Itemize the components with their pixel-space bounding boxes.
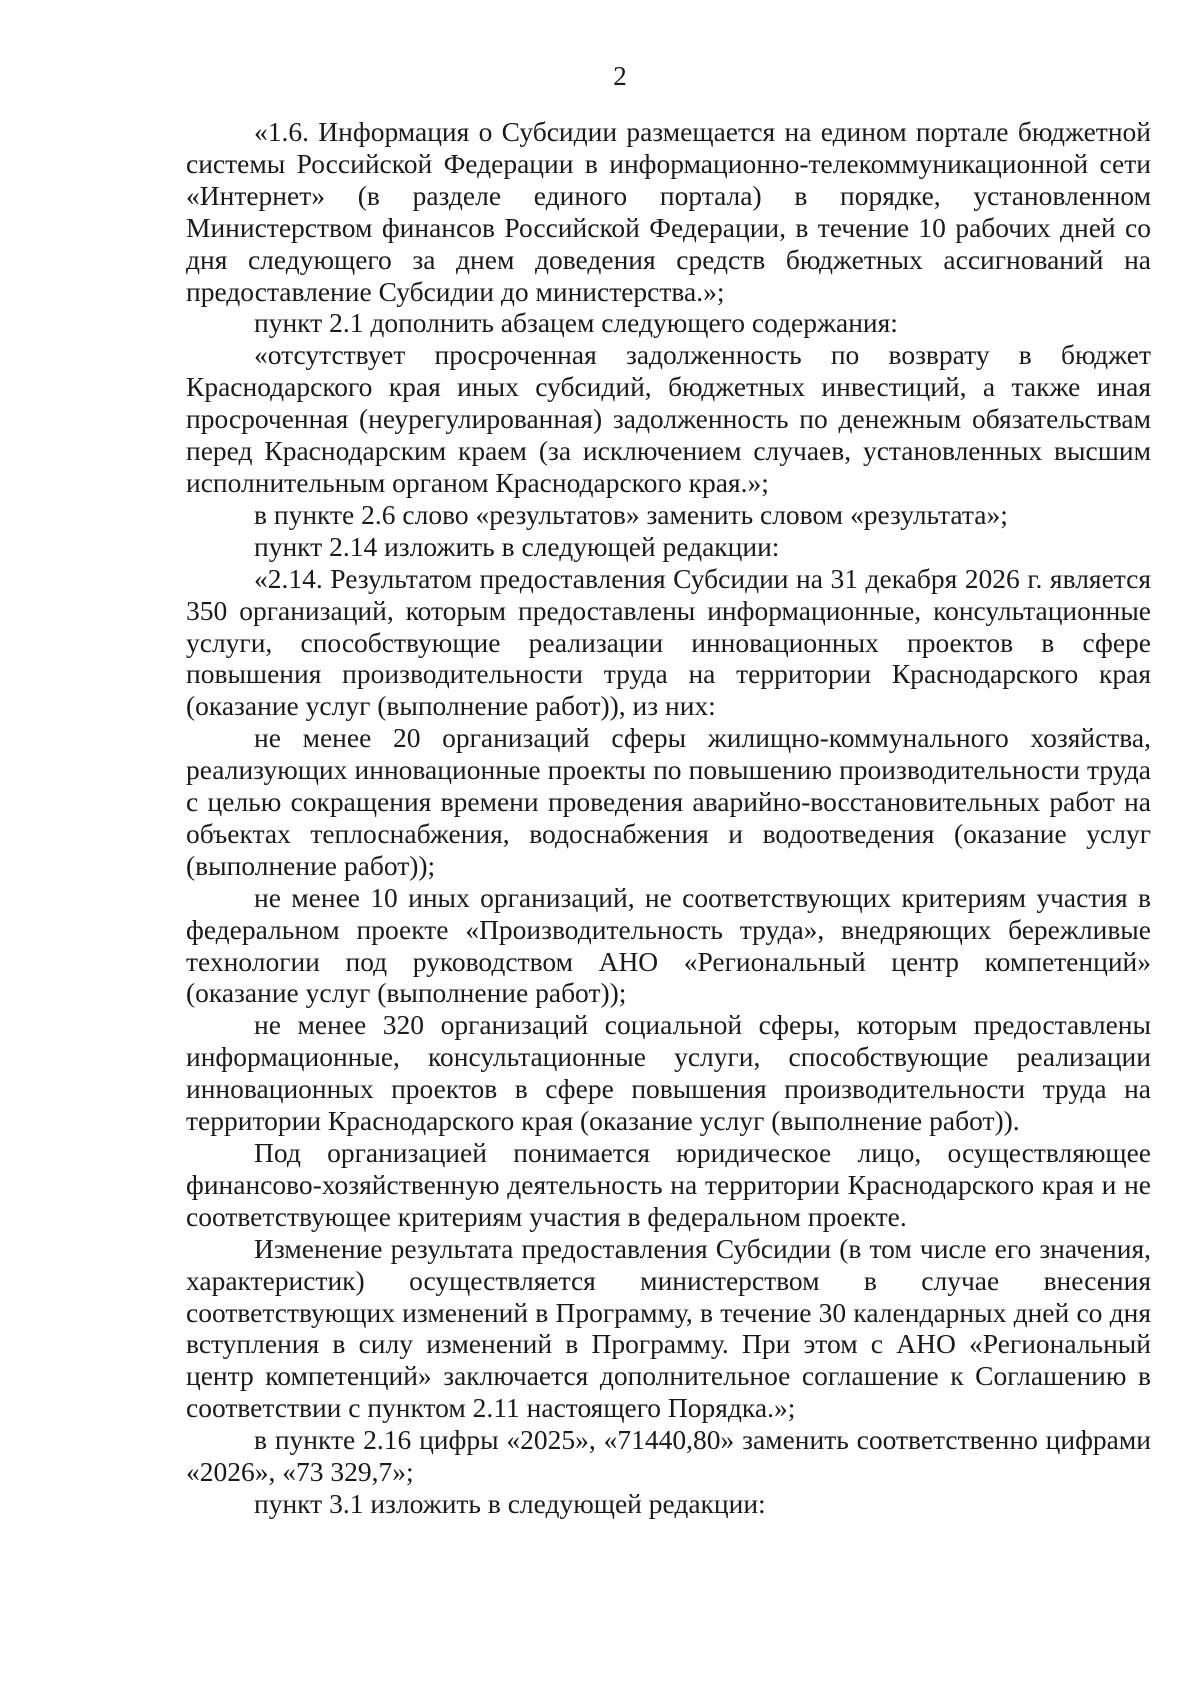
paragraph-2-16-amend: в пункте 2.16 цифры «2025», «71440,80» заменить соответственно цифрами «2026», «73 329,7»; (186, 1424, 1151, 1488)
paragraph-2-1-amend: пункт 2.1 дополнить абзацем следующего содержания: (254, 307, 898, 339)
paragraph-social-orgs: не менее 320 организаций социальной сферы, которым предоставлены информационные, консультационные услуги, способствующие реализации инновационных проектов в сфере повышения производительности труда на территории Краснодарского края (оказание услуг (выполнение работ)). (186, 1009, 1151, 1137)
paragraph-result-change: Изменение результата предоставления Субсидии (в том числе его значения, характеристик) осуществляется министерством в случае внесения соответствующих изменений в Программу, в течение 30 календарных дней со дня вступления в силу изменений в Программу. При этом с АНО «Региональный центр компетенций» заключается дополнительное соглашение к Соглашению в соответствии с пунктом 2.11 настоящего Порядка.»; (186, 1232, 1151, 1424)
page-number: 2 (613, 61, 627, 91)
paragraph-2-14-amend: пункт 2.14 изложить в следующей редакции: (254, 530, 780, 562)
paragraph-other-orgs: не менее 10 иных организаций, не соответствующих критериям участия в федеральном проекте «Производительность труда», внедряющих бережливые технологии под руководством АНО «Региональный центр компетенций» (оказание услуг (выполнение работ)); (186, 881, 1151, 1009)
paragraph-debt-condition: «отсутствует просроченная задолженность по возврату в бюджет Краснодарского края иных субсидий, бюджетных инвестиций, а также иная просроченная (неурегулированная) задолженность по денежным обязательствам перед Краснодарским краем (за исключением случаев, установленных высшим исполнительным органом Краснодарского края.»; (186, 339, 1151, 498)
paragraph-3-1-amend: пункт 3.1 изложить в следующей редакции: (254, 1487, 766, 1519)
document-body (186, 116, 1151, 1520)
paragraph-housing-orgs: не менее 20 организаций сферы жилищно-коммунального хозяйства, реализующих инновационные проекты по повышению производительности труда с целью сокращения времени проведения аварийно-восстановительных работ на объектах теплоснабжения, водоснабжения и водоотведения (оказание услуг (выполнение работ)); (186, 722, 1151, 881)
paragraph-1-6-info: «1.6. Информация о Субсидии размещается на едином портале бюджетной системы Российской Федерации в информационно-телекоммуникационной сети «Интернет» (в разделе единого портала) в порядке, установленном Министерством финансов Российской Федерации, в течение 10 рабочих дней со дня следующего за днем доведения средств бюджетных ассигнований на предоставление Субсидии до министерства.»; (186, 116, 1151, 307)
paragraph-2-14-result: «2.14. Результатом предоставления Субсидии на 31 декабря 2026 г. является 350 организаций, которым предоставлены информационные, консультационные услуги, способствующие реализации инновационных проектов в сфере повышения производительности труда на территории Краснодарского края (оказание услуг (выполнение работ)), из них: (186, 562, 1151, 722)
paragraph-2-6-amend: в пункте 2.6 слово «результатов» заменить словом «результата»; (254, 498, 1008, 530)
paragraph-organization-definition: Под организацией понимается юридическое лицо, осуществляющее финансово-хозяйственную деятельность на территории Краснодарского края и не соответствующее критериям участия в федеральном проекте. (186, 1137, 1151, 1232)
